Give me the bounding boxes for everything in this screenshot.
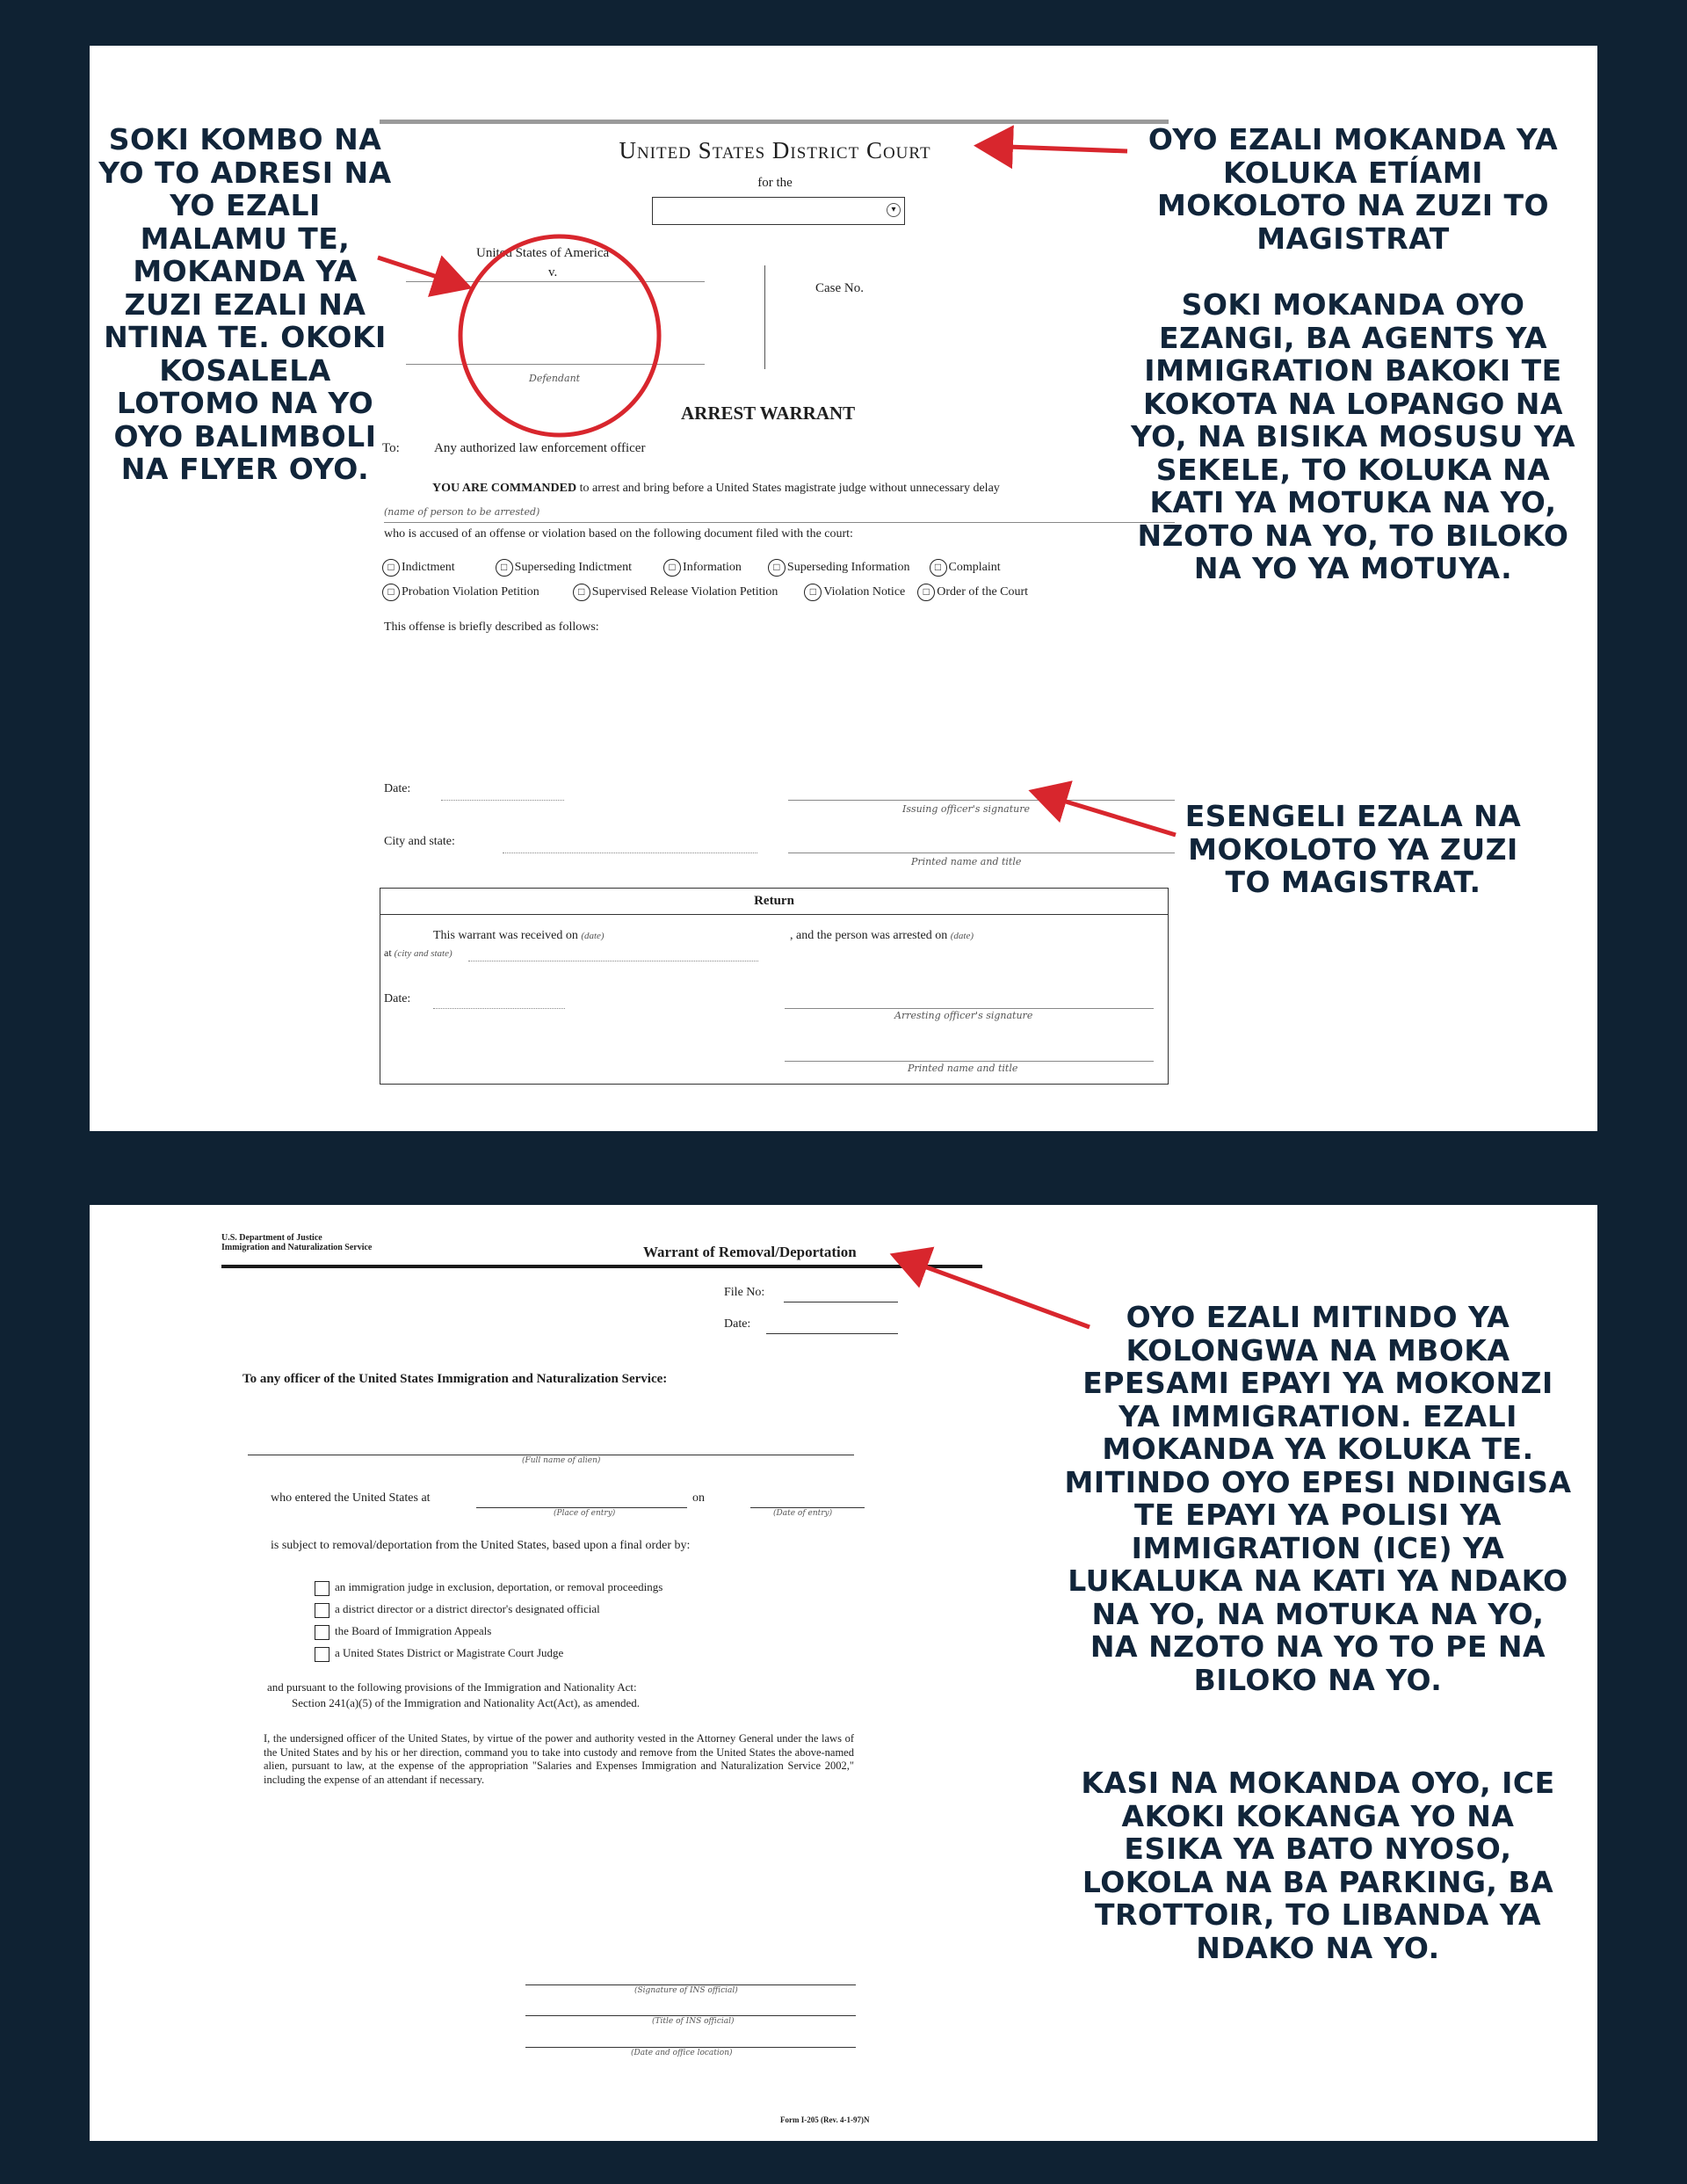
note-right-mid: ESENGELI EZALA NA MOKOLOTO YA ZUZI TO MAGISTRAT.	[1184, 799, 1522, 899]
commanded-bold: YOU ARE COMMANDED	[432, 482, 577, 495]
name-hint: (name of person to be arrested)	[384, 506, 540, 518]
option-indictment[interactable]: □ Indictment	[382, 561, 455, 574]
note-right-top-2: SOKI MOKANDA OYO EZANGI, BA AGENTS YA IMMIGRATION BAKOKI TE KOKOTA NA LOPANGO NA YO, NA BISIKA MOSUSU YA SEKELE, TO KOLUKA NA KATI YA MOTUKA NA YO, NZOTO NA YO, TO BILOKO NA YO YA MOTUYA.	[1130, 287, 1576, 585]
radio-icon: □	[917, 584, 935, 601]
date-entry-hint: (Date of entry)	[773, 1509, 833, 1518]
place-hint: (Place of entry)	[554, 1509, 616, 1518]
sig-hint-2: (Title of INS official)	[652, 2017, 735, 2026]
to-any-officer: To any officer of the United States Immigration and Naturalization Service:	[243, 1372, 668, 1386]
to-label: To:	[382, 441, 400, 455]
form-number: Form I-205 (Rev. 4-1-97)N	[780, 2115, 870, 2124]
note-right-bottom-2: KASI NA MOKANDA OYO, ICE AKOKI KOKANGA YO NA ESIKA YA BATO NYOSO, LOKOLA NA BA PARKING, BA TROTTOIR, TO LIBANDA YA NDAKO NA YO.	[1081, 1766, 1555, 1965]
accused-text: who is accused of an offense or violation based on the following document filed with the court:	[384, 527, 853, 541]
sig-hint-3: (Date and office location)	[631, 2049, 733, 2057]
date-label: Date:	[384, 782, 411, 795]
return-date-label: Date:	[384, 992, 411, 1005]
court-title: United States District Court	[619, 137, 931, 163]
on-word: on	[692, 1491, 705, 1505]
arrow-to-removal-title	[898, 1257, 1090, 1327]
return-title: Return	[754, 894, 794, 908]
defendant-label: Defendant	[529, 373, 581, 384]
arrow-to-court-title	[982, 146, 1127, 151]
agency-line-1: U.S. Department of Justice	[221, 1233, 322, 1243]
note-right-top-1: OYO EZALI MOKANDA YA KOLUKA ETÍAMI MOKOLOTO NA ZUZI TO MAGISTRAT	[1148, 122, 1559, 256]
case-no-label: Case No.	[815, 281, 864, 295]
issuing-sig-label: Issuing officer's signature	[902, 803, 1031, 815]
pursuant-line-1: and pursuant to the following provisions of the Immigration and Nationality Act:	[267, 1680, 637, 1694]
pursuant-line-2: Section 241(a)(5) of the Immigration and Nationality Act(Act), as amended.	[292, 1696, 641, 1709]
caption-usa: United States of America	[476, 246, 610, 260]
option-supervised-release[interactable]: □ Supervised Release Violation Petition	[573, 585, 778, 599]
return-printed-label: Printed name and title	[908, 1063, 1018, 1074]
option-superseding-information[interactable]: □ Superseding Information	[768, 561, 910, 574]
who-entered: who entered the United States at	[271, 1491, 431, 1505]
note-left-top: SOKI KOMBO NA YO TO ADRESI NA YO EZALI MALAMU TE, MOKANDA YA ZUZI EZALI NA NTINA TE. OKOKI KOSALELA LOTOMO NA YO OYO BALIMBOLI NA FLYER OYO.	[98, 122, 392, 486]
offense-label: This offense is briefly described as follows:	[384, 620, 599, 634]
arresting-sig-label: Arresting officer's signature	[894, 1010, 1033, 1021]
agency-line-2: Immigration and Naturalization Service	[221, 1243, 373, 1252]
option-probation-violation[interactable]: □ Probation Violation Petition	[382, 585, 539, 599]
option-order-of-court[interactable]: □ Order of the Court	[917, 585, 1028, 599]
option-complaint[interactable]: □ Complaint	[930, 561, 1001, 574]
return-at-line: at (city and state)	[384, 947, 453, 959]
file-no-label: File No:	[724, 1286, 765, 1299]
removal-title: Warrant of Removal/Deportation	[643, 1244, 857, 1260]
arrow-to-signature	[1037, 793, 1176, 835]
return-line-b: , and the person was arrested on (date)	[790, 929, 974, 942]
checkbox-item-immigration-judge[interactable]: an immigration judge in exclusion, deportation, or removal proceedings	[315, 1576, 662, 1598]
subject-to: is subject to removal/deportation from the United States, based upon a final order by:	[271, 1539, 691, 1552]
checkbox-item-court-judge[interactable]: a United States District or Magistrate Court Judge	[315, 1642, 662, 1664]
warrant-title: ARREST WARRANT	[681, 403, 856, 424]
printed-name-label: Printed name and title	[911, 856, 1022, 867]
option-information[interactable]: □ Information	[663, 561, 742, 574]
radio-icon: □	[382, 584, 400, 601]
radio-icon: □	[573, 584, 590, 601]
date-label-removal: Date:	[724, 1317, 751, 1331]
radio-icon: □	[768, 559, 786, 577]
option-violation-notice[interactable]: □ Violation Notice	[804, 585, 905, 599]
commanded-rest: to arrest and bring before a United States magistrate judge without unnecessary delay	[579, 482, 1000, 495]
note-right-bottom-1: OYO EZALI MITINDO YA KOLONGWA NA MBOKA EPESAMI EPAYI YA MOKONZI YA IMMIGRATION. EZALI MOKANDA YA KOLUKA TE. MITINDO OYO EPESI NDINGISA TE EPAYI YA POLISI YA IMMIGRATION (ICE) YA LUKALUKA NA KATI YA NDAKO NA YO, NA MOTUKA NA YO, NA NZOTO NA YO TO PE NA BILOKO NA YO.	[1064, 1300, 1572, 1697]
option-superseding-indictment[interactable]: □ Superseding Indictment	[496, 561, 632, 574]
checkbox-item-board-appeals[interactable]: the Board of Immigration Appeals	[315, 1620, 662, 1642]
return-line-a: This warrant was received on (date)	[433, 929, 605, 942]
for-the-label: for the	[757, 176, 793, 190]
radio-icon: □	[930, 559, 947, 577]
radio-icon: □	[804, 584, 822, 601]
caption-v: v.	[548, 265, 558, 279]
city-state-label: City and state:	[384, 835, 455, 848]
radio-icon: □	[382, 559, 400, 577]
checkbox-item-district-director[interactable]: a district director or a district director's designated official	[315, 1598, 662, 1620]
chevron-down-icon: ▾	[887, 203, 901, 217]
defendant-circle	[460, 236, 659, 435]
to-value: Any authorized law enforcement officer	[434, 441, 646, 455]
radio-icon: □	[663, 559, 681, 577]
arrow-to-circle	[378, 258, 464, 286]
sig-hint-1: (Signature of INS official)	[634, 1986, 738, 1995]
radio-icon: □	[496, 559, 513, 577]
full-name-hint: (Full name of alien)	[522, 1456, 601, 1465]
authority-paragraph: I, the undersigned officer of the United States, by virtue of the power and authority vested in the Attorney General under the laws of the United States and by his or her direction, command you to take into custody and remove from the United States the above-named alien, pursuant to law, at the expense of the appropriation "Salaries and Expenses Immigration and Naturalization Service 2002," including the expense of an attendant if necessary.	[264, 1732, 854, 1786]
